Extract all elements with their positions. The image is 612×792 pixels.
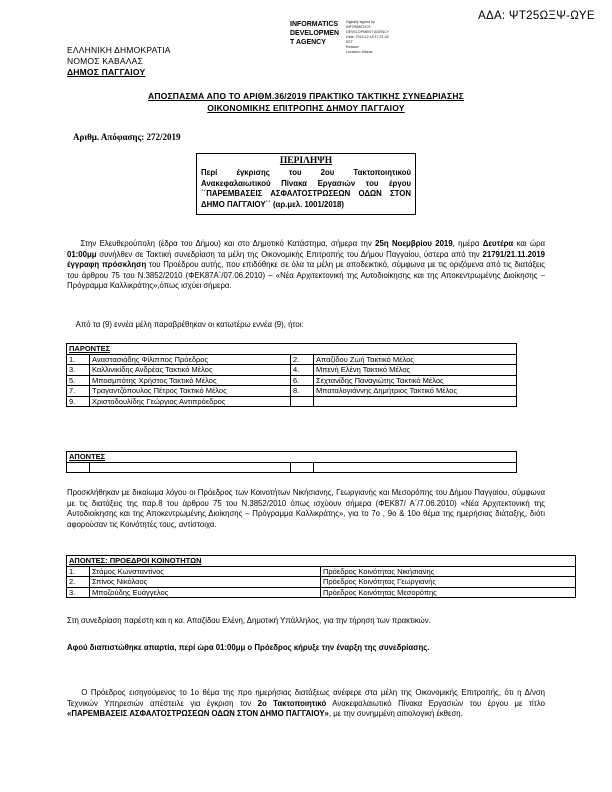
authority-prefecture: ΝΟΜΟΣ ΚΑΒΑΛΑΣ: [67, 56, 143, 66]
member-name: Αναστασιάδης Φίλιππος Πρόεδρος: [90, 354, 291, 365]
agency-line: DEVELOPMEN: [290, 30, 340, 37]
secretary-paragraph: Στη συνεδρίαση παρέστη και η κα. Απαζίδου Ελένη, Δημοτική Υπάλληλος, για την τήρηση των πρακτικών.: [67, 616, 431, 625]
member-name: Καλλινικίδης Ανδρέας Τακτικό Μέλος: [90, 365, 291, 376]
member-number: 4.: [291, 365, 314, 376]
absent-presidents-table: [66, 555, 576, 598]
meeting-day: Δευτέρα: [482, 239, 514, 248]
summary-box: [196, 153, 416, 215]
text-run: Από τα (9) εννέα μέλη παραβρέθηκαν οι κατωτέρω εννέα (9), ήτοι:: [75, 320, 304, 329]
summary-heading: ΠΕΡΙΛΗΨΗ: [279, 156, 333, 166]
project-title: «ΠΑΡΕΜΒΑΣΕΙΣ ΑΣΦΑΛΤΟΣΤΡΩΣΕΩΝ ΟΔΩΝ ΣΤΟΝ ΔΗΜΟ ΠΑΓΓΑΙΟΥ»: [67, 709, 329, 718]
member-name: Τραγαντζόπουλος Πέτρος Τακτικό Μέλος: [90, 386, 291, 397]
digital-signature-stamp: [346, 20, 406, 55]
text-run: και ώρα: [513, 239, 546, 248]
text-run: Στην Ελευθερούπολη (έδρα του Δήμου) και στο Δημοτικό Κατάστημα, σήμερα την: [80, 239, 376, 248]
text-run: , ημέρα: [452, 239, 483, 248]
table-row: [67, 587, 576, 598]
first-item-paragraph: [67, 688, 545, 720]
member-number: [291, 396, 314, 407]
table-header-row: [67, 556, 576, 567]
member-number: 8.: [291, 386, 314, 397]
invitation-ref: 21791/21.11.2019 έγγραφη πρόσκληση: [67, 249, 545, 269]
signing-agency: [290, 20, 339, 47]
authority-republic: ΕΛΛΗΝΙΚΗ ΔΗΜΟΚΡΑΤΙΑ: [67, 45, 171, 55]
empty-cell: [314, 462, 517, 472]
member-number: 2.: [291, 354, 314, 365]
document-title: [60, 90, 552, 114]
title-line-1: ΑΠΟΣΠΑΣΜΑ ΑΠΟ ΤΟ ΑΡΙΘΜ.36/2019 ΠΡΑΚΤΙΚΟ ΤΑΚΤΙΚΗΣ ΣΥΝΕΔΡΙΑΣΗΣ: [148, 91, 464, 101]
member-number: 9.: [67, 396, 90, 407]
meeting-date: 25η Νοεμβρίου 2019: [375, 239, 453, 248]
authority-municipality: ΔΗΜΟΣ ΠΑΓΓΑΙΟΥ: [67, 67, 146, 77]
invited-paragraph: Προσκλήθηκαν με δικαίωμα λόγου οι Πρόεδρος των Κοινοτήτων Νικήσιανης, Γεωργιανής και Μεσορόπης του Δήμου Παγγαίου, σύμφωνα με τις διατάξεις της παρ.8 του άρθρου 75 του Ν.3852/2010 όπως ισχύουν σήμερα (ΦΕΚ87/ Α΄/7.06.2010) «Νέα Αρχιτεκτονική της Αυτοδιοίκησης και της Αποκεντρωμένης Διοίκησης – Πρόγραμμα Καλλικράτης», για το 7ο , 9ο & 10ο θέμα της ημερήσιας διάταξης, διότι αφορούσαν τις Κοινότητές τους, αντίστοιχα.: [67, 488, 545, 529]
member-number: 1.: [67, 354, 90, 365]
member-number: 3.: [67, 365, 90, 376]
member-name: Μπαταλογιάννης Δημήτριος Τακτικό Μέλος: [314, 386, 517, 397]
president-name: Μποζούδης Ευάγγελος: [90, 587, 321, 598]
stamp-line: Digitally signed by: [346, 20, 375, 24]
president-role: Πρόεδρος Κοινότητας Γεωργιανής: [321, 577, 576, 588]
president-number: 2.: [67, 577, 90, 588]
table-row: [67, 577, 576, 588]
member-name: [314, 396, 517, 407]
member-name: Απαζίδου Ζωή Τακτικό Μέλος: [314, 354, 517, 365]
attendance-paragraph: [67, 320, 545, 331]
president-name: Σπίνος Νικόλαος: [90, 577, 321, 588]
table-row: [67, 375, 517, 386]
stamp-line: INFORMATICS: [346, 25, 371, 29]
member-name: Σεχτανίδης Παναγιώτης Τακτικό Μέλος: [314, 375, 517, 386]
text-run: του Προέδρου αυτής, που επιδόθηκε σε όλα τα μέλη με αποδεικτικό, σύμφωνα με τις οριζόμενα από τις διατάξεις του άρθρου 75 του Ν.3852/2010 (ΦΕΚ87Α΄/07.06.2010) – «Νέα Αρχιτεκτονική της Αυτοδιοίκησης και της Αποκεντρωμένης Διοίκησης – Πρόγραμμα Καλλικράτης»,όπως ισχύει σήμερα.: [67, 260, 545, 290]
present-members-table: [66, 343, 517, 407]
empty-cell: [67, 462, 90, 472]
stamp-line: Location: Athens: [346, 50, 373, 54]
text-run: , με την συνημμένη αιτιολογική έκθεση.: [328, 709, 463, 718]
member-name: Μπενή Ελένη Τακτικό Μέλος: [314, 365, 517, 376]
issuing-authority: [67, 45, 171, 78]
president-number: 3.: [67, 587, 90, 598]
meeting-time: 01:00μμ: [67, 249, 97, 259]
member-name: Χριστοδουλίδης Γεώργιος Αντιπρόεδρος: [90, 396, 291, 407]
present-heading: ΠΑΡΟΝΤΕΣ: [67, 344, 517, 355]
member-number: 7.: [67, 386, 90, 397]
president-role: Πρόεδρος Κοινότητας Μεσορόπης: [321, 587, 576, 598]
absent-heading: ΑΠΟΝΤΕΣ: [67, 452, 517, 463]
table-row: [67, 566, 576, 577]
member-name: Μποσμπότης Χρήστος Τακτικό Μέλος: [90, 375, 291, 386]
summary-text: Περί έγκρισης του 2ου Τακτοποιητικού Ανακεφαλαιωτικού Πίνακα Εργασιών του έργου ΄΄ΠΑΡΕΜΒΑΣΕΙΣ ΑΣΦΑΛΤΟΣΤΡΩΣΕΩΝ ΟΔΩΝ ΣΤΟΝ ΔΗΜΟ ΠΑΓΓΑΙΟΥ΄΄ (αρ.μελ. 1001/2018): [201, 168, 411, 209]
table-row: [67, 386, 517, 397]
president-role: Πρόεδρος Κοινότητας Νικήσιανης: [321, 566, 576, 577]
president-name: Στάμος Κωνσταντίνος: [90, 566, 321, 577]
member-number: 5.: [67, 375, 90, 386]
absent-members-table: [66, 451, 517, 473]
quorum-paragraph: Αφού διαπιστώθηκε απαρτία, περί ώρα 01:00μμ ο Πρόεδρος κήρυξε την έναρξη της συνεδρίασης.: [67, 643, 430, 652]
ada-code: ΑΔΑ: ΨΤ25ΩΞΨ-ΩΥΕ: [478, 10, 595, 22]
absent-presidents-heading: ΑΠΟΝΤΕΣ: ΠΡΟΕΔΡΟΙ ΚΟΙΝΟΤΗΤΩΝ: [67, 556, 576, 567]
intro-paragraph: [67, 239, 545, 292]
text-run: συνήλθεν σε Τακτική συνεδρίαση τα μέλη της Οικονομικής Επιτροπής του Δήμου Παγγαίου, ύστερα από την: [96, 249, 483, 259]
agency-line: INFORMATICS: [290, 21, 339, 28]
table-row: [67, 396, 517, 407]
stamp-line: EET: [346, 40, 353, 44]
table-row: [67, 354, 517, 365]
stamp-line: Reason:: [346, 45, 360, 49]
table-row: [67, 365, 517, 376]
member-number: 6.: [291, 375, 314, 386]
text-run: Ο Πρόεδρος εισηγούμενος το 1ο θέμα της προ ημερήσιας διατάξεως ανέφερε στα μέλη της Οικονομικής Επιτροπής, ότι η Δ/νση Τεχνικών Υπηρεσιών απέστειλε για έγκριση τον: [67, 688, 545, 708]
text-run: Ανακεφαλαιωτικό Πίνακα Εργασιών του έργου με τίτλο: [326, 698, 545, 708]
title-line-2: ΟΙΚΟΝΟΜΙΚΗΣ ΕΠΙΤΡΟΠΗΣ ΔΗΜΟΥ ΠΑΓΓΑΙΟΥ: [207, 103, 405, 113]
table-header-row: [67, 344, 517, 355]
table-row: [67, 462, 517, 472]
empty-cell: [90, 462, 291, 472]
table-header-row: [67, 452, 517, 463]
stamp-line: Date: 2019.12.18 17:21:25: [346, 35, 389, 39]
agency-line: T AGENCY: [290, 39, 326, 46]
text-run-bold: 2ο Τακτοποιητικό: [257, 698, 327, 708]
president-number: 1.: [67, 566, 90, 577]
stamp-line: DEVELOPMENT AGENCY: [346, 30, 390, 34]
decision-number: Αριθμ. Απόφασης: 272/2019: [73, 132, 181, 142]
empty-cell: [291, 462, 314, 472]
